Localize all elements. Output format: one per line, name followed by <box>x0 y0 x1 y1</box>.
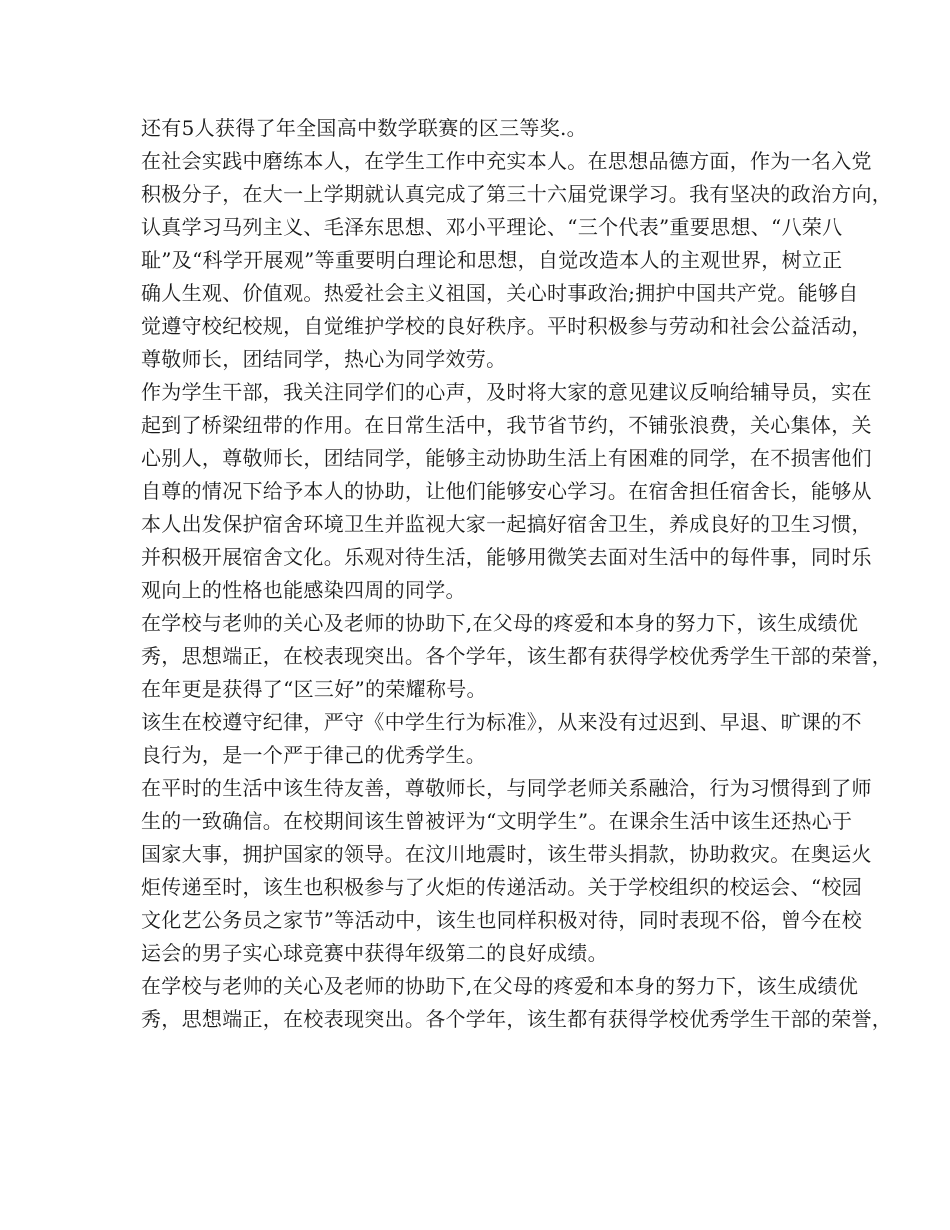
text-line: 耻”及“科学开展观”等重要明白理论和思想，自觉改造本人的主观世界，树立正 <box>141 248 843 272</box>
text-line: 观向上的性格也能感染四周的同学。 <box>141 578 466 602</box>
text-line: 自尊的情况下给予本人的协助，让他们能够安心学习。在宿舍担任宿舍长，能够从 <box>141 479 872 503</box>
text-line: 文化艺公务员之家节”等活动中，该生也同样积极对待，同时表现不俗，曾今在校 <box>141 908 863 932</box>
text-line: 该生在校遵守纪律，严守《中学生行为标准》，从来没有过迟到、早退、旷课的不 <box>141 710 862 734</box>
text-line: 在社会实践中磨练本人，在学生工作中充实本人。在思想品德方面，作为一名入党 <box>141 149 872 173</box>
text-line: 生的一致确信。在校期间该生曾被评为“文明学生”。在课余生活中该生还热心于 <box>141 809 853 833</box>
text-line: 秀，思想端正，在校表现突出。各个学年，该生都有获得学校优秀学生干部的荣誉， <box>141 1007 893 1031</box>
text-line: 在平时的生活中该生待友善，尊敬师长，与同学老师关系融洽，行为习惯得到了师 <box>141 776 872 800</box>
text-line: 作为学生干部，我关注同学们的心声，及时将大家的意见建议反响给辅导员，实在 <box>141 380 872 404</box>
text-line: 尊敬师长，团结同学，热心为同学效劳。 <box>141 347 507 371</box>
text-line: 在年更是获得了“区三好”的荣耀称号。 <box>141 677 487 701</box>
text-line: 起到了桥梁纽带的作用。在日常生活中，我节省节约，不铺张浪费，关心集体，关 <box>141 413 872 437</box>
document-body <box>141 112 893 1036</box>
text-line: 心别人，尊敬师长，团结同学，能够主动协助生活上有困难的同学，在不损害他们 <box>141 446 872 470</box>
text-line: 并积极开展宿舍文化。乐观对待生活，能够用微笑去面对生活中的每件事，同时乐 <box>141 545 872 569</box>
text-line: 国家大事，拥护国家的领导。在汶川地震时，该生带头捐款，协助救灾。在奥运火 <box>141 842 872 866</box>
text-line: 确人生观、价值观。热爱社会主义祖国，关心时事政治;拥护中国共产党。能够自 <box>141 281 859 305</box>
text-line: 积极分子，在大一上学期就认真完成了第三十六届党课学习。我有坚决的政治方向， <box>141 182 893 206</box>
text-line: 炬传递至时，该生也积极参与了火炬的传递活动。关于学校组织的校运会、“校园 <box>141 875 863 899</box>
text-line: 还有5人获得了年全国高中数学联赛的区三等奖.。 <box>141 116 587 140</box>
text-line: 在学校与老帅的关心及老师的协助下,在父母的疼爱和本身的努力下，该生成绩优 <box>141 974 859 998</box>
text-line: 在学校与老帅的关心及老师的协助下,在父母的疼爱和本身的努力下，该生成绩优 <box>141 611 859 635</box>
text-line: 运会的男子实心球竞赛中获得年级第二的良好成绩。 <box>141 941 608 965</box>
text-line: 本人出发保护宿舍环境卫生并监视大家一起搞好宿舍卫生，养成良好的卫生习惯， <box>141 512 872 536</box>
text-line: 良行为，是一个严于律己的优秀学生。 <box>141 743 487 767</box>
text-line: 认真学习马列主义、毛泽东思想、邓小平理论、“三个代表”重要思想、“八荣八 <box>141 215 843 239</box>
text-line: 觉遵守校纪校规，自觉维护学校的良好秩序。平时积极参与劳动和社会公益活动， <box>141 314 872 338</box>
text-line: 秀，思想端正，在校表现突出。各个学年，该生都有获得学校优秀学生干部的荣誉， <box>141 644 893 668</box>
